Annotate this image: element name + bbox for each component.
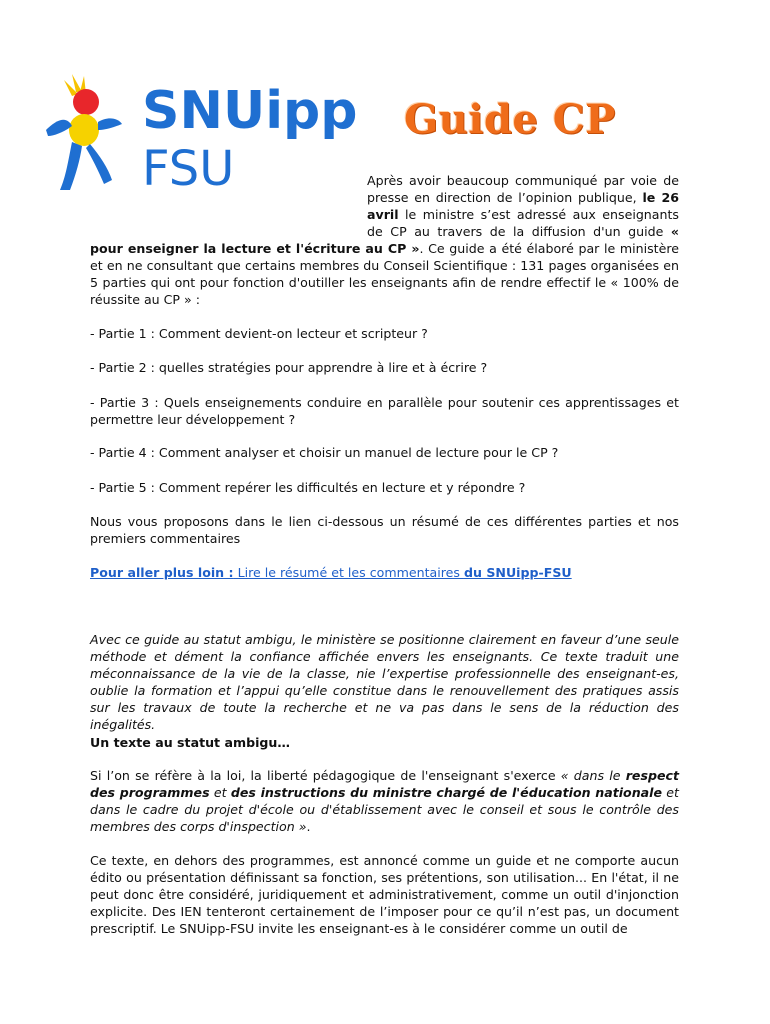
further-reading-link[interactable] xyxy=(90,565,572,580)
link-brand[interactable]: du SNUipp-FSU xyxy=(463,565,572,580)
intro-text-3: . Ce guide a été élaboré par le ministère et en ne consultant que certains membres du Conseil Scientifique : 131 pages organisées en 5 parties qui ont pour fonction d'outiller les enseignants afin de rendre effectif le « 100% de réussite au CP » : xyxy=(90,241,679,307)
link-lead[interactable]: Pour aller plus loin : xyxy=(90,565,234,580)
part-1: - Partie 1 : Comment devient-on lecteur et scripteur ? xyxy=(90,326,428,341)
law-quote-2: et xyxy=(209,785,231,800)
link-text[interactable]: Lire le résumé et les commentaires xyxy=(233,565,464,580)
intro-paragraph xyxy=(90,172,679,308)
law-end: . xyxy=(306,819,311,834)
part-4: - Partie 4 : Comment analyser et choisir un manuel de lecture pour le CP ? xyxy=(90,445,559,460)
intro-text-1: Après avoir beaucoup communiqué par voie de presse en direction de l’opinion publique, xyxy=(367,173,679,205)
section-heading: Un texte au statut ambigu… xyxy=(90,735,290,750)
part-3: - Partie 3 : Quels enseignements conduire en parallèle pour soutenir ces apprentissages et permettre leur développement ? xyxy=(90,395,679,427)
logo-text-fsu: FSU xyxy=(142,141,235,197)
final-paragraph: Ce texte, en dehors des programmes, est annoncé comme un guide et ne comporte aucun édito ou présentation définissant sa fonction, ses prétentions, son utilisation... En l'état, il ne peut donc être considéré, juridiquement et administrativement, comme un outil d'injonction explicite. Des IEN tenteront certainement de l’imposer pour ce qu’il n’est pas, un document prescriptif. Le SNUipp-FSU invite les enseignant-es à le considérer comme un outil de xyxy=(90,853,679,936)
further-reading-line xyxy=(90,564,679,581)
summary-paragraph: Nous vous proposons dans le lien ci-dessous un résumé de ces différentes parties et nos premiers commentaires xyxy=(90,514,679,546)
logo-text-snuipp: SNUipp xyxy=(142,81,358,141)
law-bold-1: respect des programmes xyxy=(90,768,679,800)
law-quote-3: et dans le cadre du projet d'école ou d'établissement avec le conseil et sous le contrôle des membres des corps d'inspection » xyxy=(90,785,679,834)
page-title: Guide CP xyxy=(404,96,616,143)
part-5: - Partie 5 : Comment repérer les difficultés en lecture et y répondre ? xyxy=(90,480,526,495)
law-paragraph xyxy=(90,767,679,835)
law-quote-1: « dans le xyxy=(560,768,626,783)
law-text-1: Si l’on se réfère à la loi, la liberté pédagogique de l'enseignant s'exerce xyxy=(90,768,561,783)
guide-title: « pour enseigner la lecture et l'écriture au CP » xyxy=(90,224,679,256)
intro-date: le 26 avril xyxy=(367,190,679,222)
intro-text-2: le ministre s’est adressé aux enseignants de CP au travers de la diffusion d'un guide xyxy=(367,207,679,239)
part-2: - Partie 2 : quelles stratégies pour apprendre à lire et à écrire ? xyxy=(90,360,488,375)
law-bold-2: des instructions du ministre chargé de l'éducation nationale xyxy=(230,785,663,800)
italic-paragraph: Avec ce guide au statut ambigu, le ministère se positionne clairement en faveur d’une seule méthode et dément la confiance affichée envers les enseignants. Ce texte traduit une méconnaissance de la vie de la classe, nie l’expertise professionnelle des enseignant-es, oublie la formation et l’appui qu’elle constitue dans le renouvellement des pratiques assis sur les travaux de toute la recherche et ne va pas dans le sens de la réduction des inégalités. xyxy=(90,632,679,732)
